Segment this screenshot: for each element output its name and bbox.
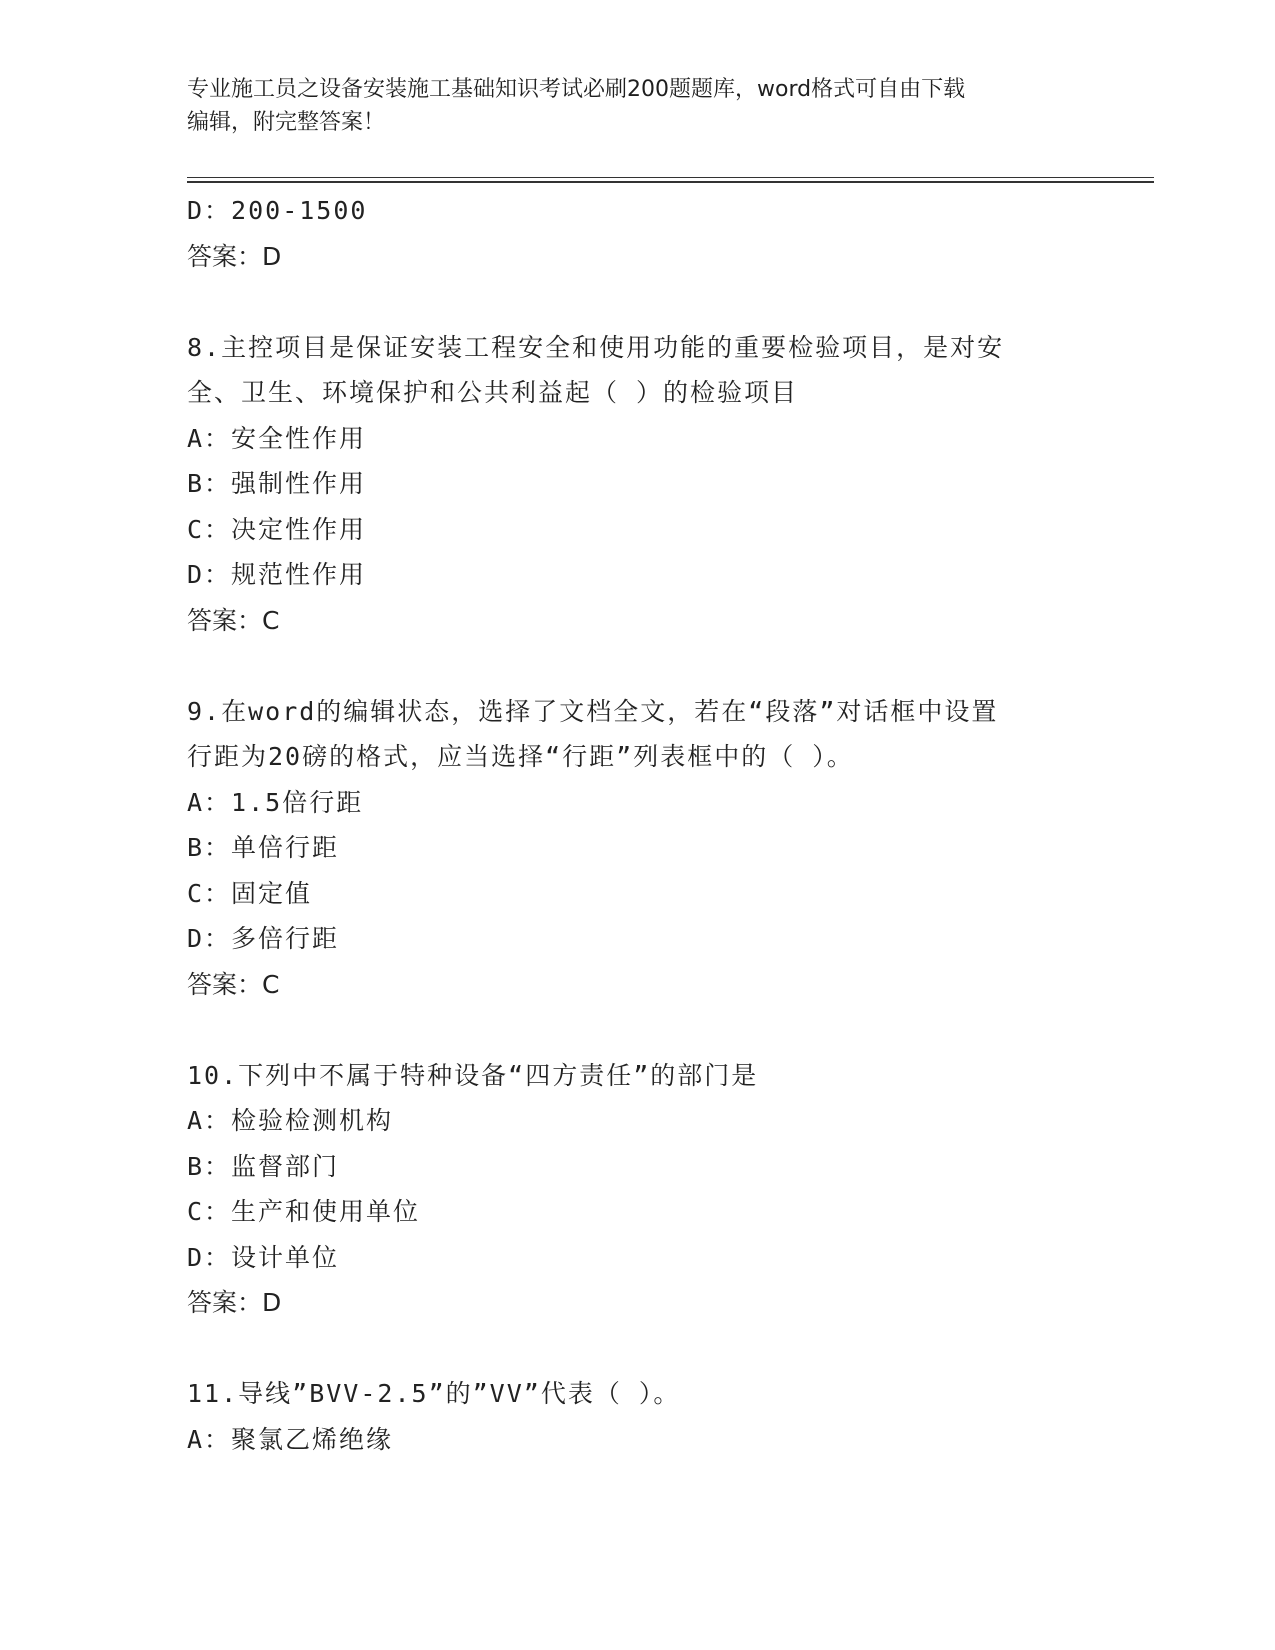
answer-line: 答案：D xyxy=(187,1288,282,1317)
question-9 xyxy=(187,689,1127,1008)
option-d: D：设计单位 xyxy=(187,1242,340,1272)
question-stem: 9.在word的编辑状态，选择了文档全文，若在“段落”对话框中设置 xyxy=(187,696,999,726)
header-divider-thin xyxy=(187,177,1154,178)
question-stem: 11.导线”BVV-2.5”的”VV”代表（ ）。 xyxy=(187,1379,681,1408)
question-list xyxy=(187,188,1127,1462)
answer-line: 答案：C xyxy=(187,605,280,635)
header-title-line-1: 专业施工员之设备安装施工基础知识考试必刷200题题库，word格式可自由下载 xyxy=(187,77,966,102)
option-a: A：安全性作用 xyxy=(187,423,367,453)
option-a: A：聚氯乙烯绝缘 xyxy=(187,1424,394,1454)
option-b: B：监督部门 xyxy=(187,1151,340,1181)
option-c: C：生产和使用单位 xyxy=(187,1197,421,1226)
question-stem: 行距为20磅的格式，应当选择“行距”列表框中的（ ）。 xyxy=(187,742,854,771)
spacer xyxy=(187,1326,1127,1372)
header-title-line-2: 编辑，附完整答案！ xyxy=(187,110,386,135)
option-a: A：检验检测机构 xyxy=(187,1106,394,1135)
document-header xyxy=(187,73,1087,139)
option-a: A：1.5倍行距 xyxy=(187,787,364,817)
option-d: D：多倍行距 xyxy=(187,924,340,953)
question-stem: 8.主控项目是保证安装工程安全和使用功能的重要检验项目，是对安 xyxy=(187,332,1005,362)
question-10 xyxy=(187,1053,1127,1326)
answer-line: 答案：D xyxy=(187,241,282,271)
spacer xyxy=(187,1007,1127,1053)
answer-line: 答案：C xyxy=(187,969,280,999)
header-divider-thick xyxy=(187,181,1154,183)
question-8 xyxy=(187,325,1127,644)
spacer xyxy=(187,643,1127,689)
option-c: C：固定值 xyxy=(187,878,313,908)
option-b: B：强制性作用 xyxy=(187,469,367,498)
option-c: C：决定性作用 xyxy=(187,514,367,544)
option-d: D：200-1500 xyxy=(187,196,368,225)
question-stem: 10.下列中不属于特种设备“四方责任”的部门是 xyxy=(187,1060,759,1090)
option-d: D：规范性作用 xyxy=(187,560,367,589)
question-stem: 全、卫生、环境保护和公共利益起（ ）的检验项目 xyxy=(187,378,799,407)
question-11 xyxy=(187,1371,1127,1462)
option-b: B：单倍行距 xyxy=(187,833,340,862)
spacer xyxy=(187,279,1127,325)
